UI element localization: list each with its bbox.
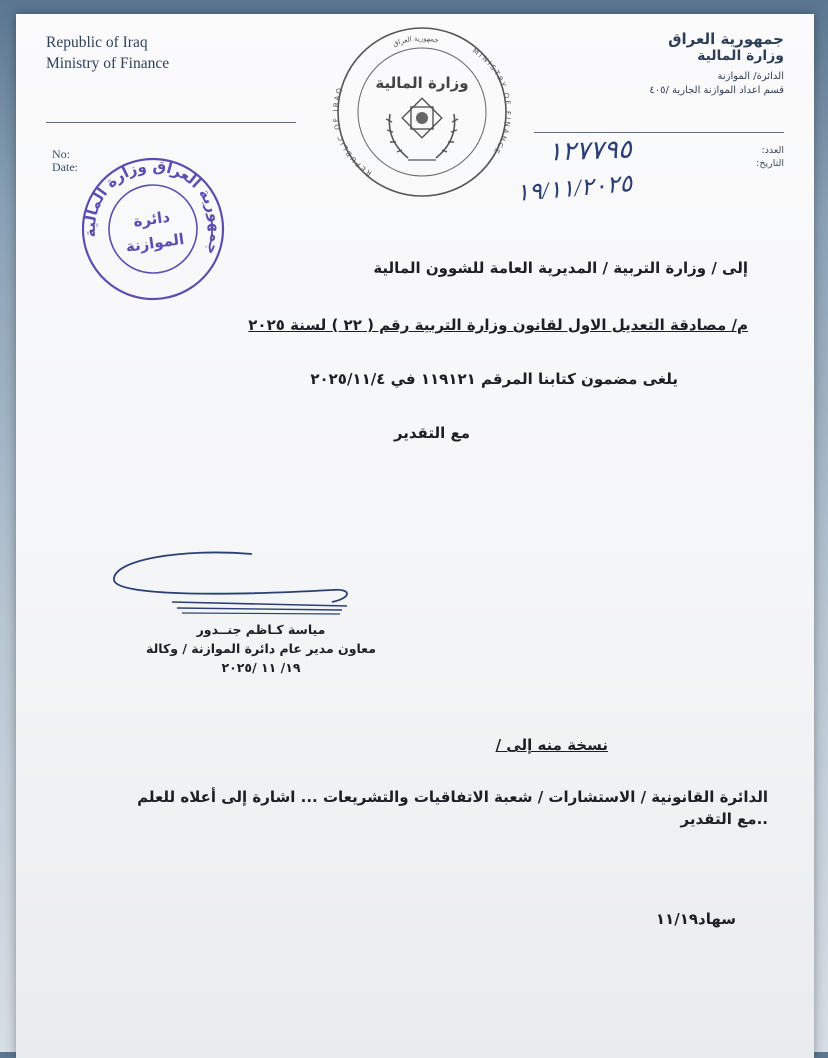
copy-to-body xyxy=(68,786,768,830)
seal-ring-top: جمهورية العراق xyxy=(391,34,440,49)
svg-text:MINISTRY OF FINANCE xyxy=(471,47,512,156)
ministry-seal-icon xyxy=(332,22,512,202)
regards-text: مع التقدير xyxy=(393,424,470,442)
seal-ring-left: REPUBLIC OF IRAQ xyxy=(332,85,374,178)
signer-date: ١٩/ ١١ /٢٠٢٥ xyxy=(221,660,301,675)
republic-ar: جمهورية العراق xyxy=(668,30,784,48)
letter-page xyxy=(16,14,814,1058)
no-label: No: xyxy=(52,147,70,161)
signer-name: مياسة كـاظم جنــدور xyxy=(196,622,326,637)
ministry-ar: وزارة المالية xyxy=(697,48,784,64)
ar-number-label: العدد: xyxy=(761,145,784,156)
typist-initials: سهاد١١/١٩ xyxy=(655,910,736,928)
recipient-line: إلى / وزارة التربية / المديرية العامة للشوون المالية xyxy=(373,259,748,277)
republic-en: Republic of Iraq xyxy=(46,34,148,51)
copy-to-title: نسخة منه إلى / xyxy=(495,736,608,754)
copy-to-line1: الدائرة القانونية / الاستشارات / شعبة الاتفاقيات والتشريعات ... اشارة إلى أعلاه للعلم xyxy=(137,788,768,806)
ar-date-label: التاريخ: xyxy=(756,158,784,169)
arabic-letterhead xyxy=(649,30,784,98)
seal-center-text: وزارة المالية xyxy=(375,74,469,92)
stamp-inner-line1: دائرة xyxy=(132,207,172,231)
signer-block xyxy=(136,620,386,677)
ministry-en: Ministry of Finance xyxy=(46,55,170,72)
svg-text:REPUBLIC OF IRAQ xyxy=(332,85,373,177)
department-line xyxy=(649,70,784,84)
section-line: قسم اعداد الموازنة الجارية /٤٠٥ xyxy=(649,85,784,96)
subject-line: م/ مصادقة التعديل الاول لقانون وزارة التربية رقم ( ٢٢ ) لسنة ٢٠٢٥ xyxy=(248,316,748,334)
arabic-number-date-labels xyxy=(756,144,784,170)
english-letterhead xyxy=(46,32,169,74)
department-label: الدائرة/ xyxy=(753,71,784,82)
handwritten-number: ١٢٧٧٩٥ xyxy=(547,134,633,167)
handwritten-date: ١٩/١١/٢٠٢٥ xyxy=(515,170,634,208)
copy-to-line2: ..مع التقدير xyxy=(680,810,768,828)
svg-text:جمهورية العراق xyxy=(392,35,440,49)
signer-title: معاون مدير عام دائرة الموازنة / وكالة xyxy=(146,641,376,656)
seal-ring-right: MINISTRY OF FINANCE xyxy=(470,46,512,157)
header-divider-left xyxy=(46,122,296,123)
date-label: Date: xyxy=(52,160,78,174)
stamp-outer-text: جمهورية العراق وزارة المالية xyxy=(80,156,226,258)
header-divider-right xyxy=(534,132,784,133)
department-value: الموازنة xyxy=(717,71,751,82)
department-stamp-icon xyxy=(68,144,237,313)
body-text: يلغى مضمون كتابنا المرقم ١١٩١٢١ في ٢٠٢٥/١١/٤ xyxy=(310,370,678,388)
stamp-inner-line2: الموازنة xyxy=(124,229,186,256)
